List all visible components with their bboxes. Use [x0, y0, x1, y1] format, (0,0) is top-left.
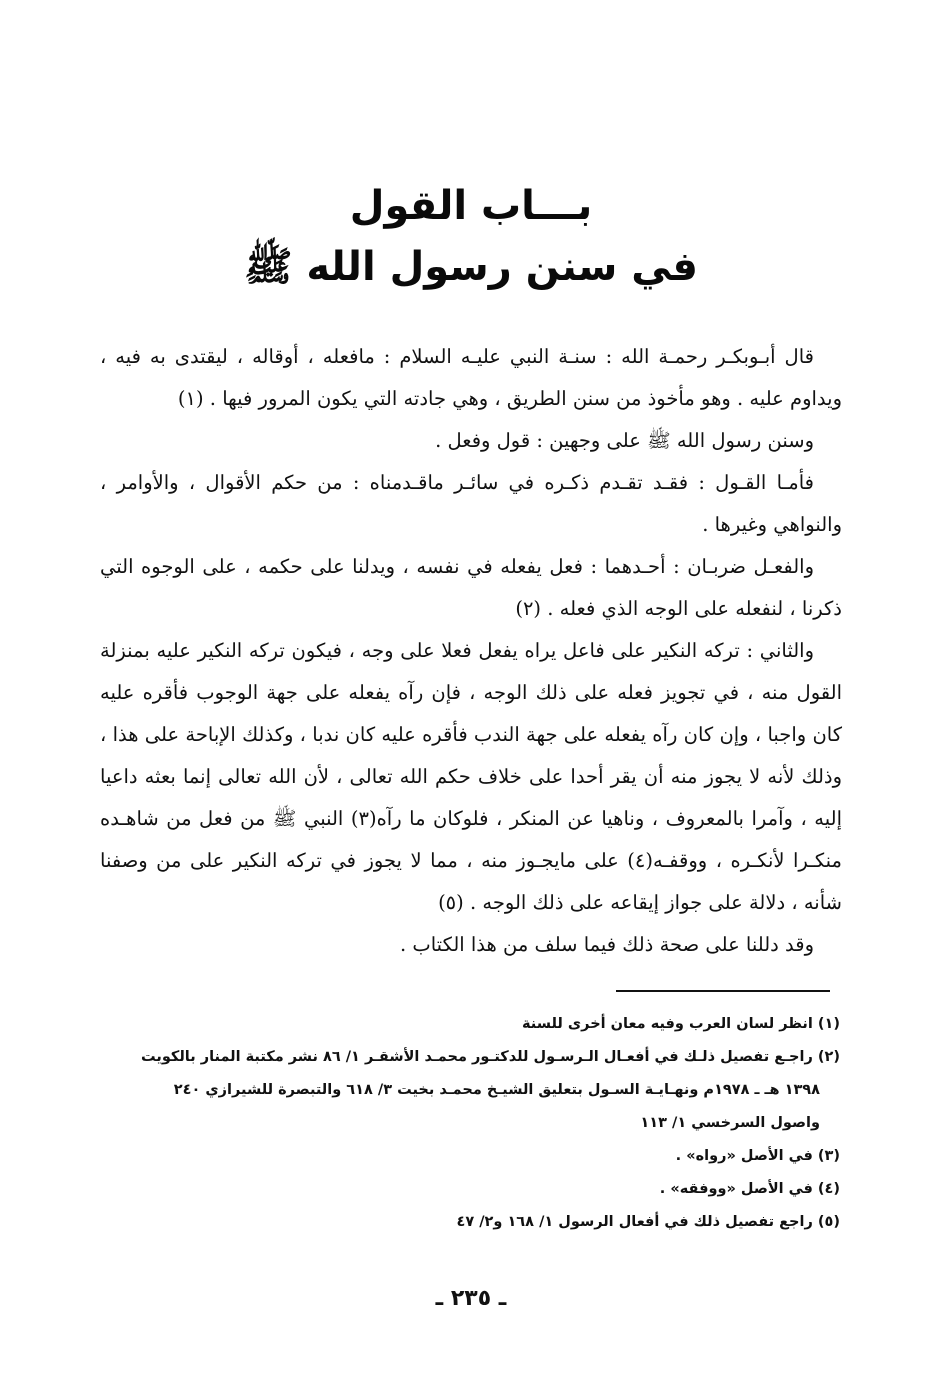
footnote-2-continued-2: واصول السرخسي ١/ ١١٣ [640, 1115, 820, 1131]
main-text [100, 336, 842, 966]
footnote-3: (٣) في الأصل «رواه» . [675, 1148, 840, 1164]
footnotes [100, 1008, 840, 1239]
footnote-4: (٤) في الأصل «ووفقه» . [659, 1181, 840, 1197]
chapter-title-line-1: بـــاب القول [349, 183, 593, 229]
paragraph-action-types: والفعـل ضربـان : أحـدهما : فعل يفعله في نفسه ، ويدلنا على حكمه ، على الوجوه التي ذكرنا ، لنفعله على الوجه الذي فعله . (٢) [100, 555, 842, 620]
footnote-2-continued: ١٣٩٨ هـ ـ ١٩٧٨م ونهـايـة السـول بتعليق الشيـخ محمـد بخيت ٣/ ٦١٨ والتبصرة للشيرازي ٢٤٠ [173, 1082, 820, 1098]
paragraph-second-type: والثاني : تركه النكير على فاعل يراه يفعل فعلا على وجه ، فيكون تركه النكير عليه بمنزلة القول منه ، في تجويز فعله على ذلك الوجه ، فإن رآه يفعله على جهة الوجوب فأقره عليه كان واجبا ، وإن كان رآه يفعله على جهة الندب فأقره عليه كان ندبا ، وكذلك الإباحة على هذا ، وذلك لأنه لا يجوز منه أن يقر أحدا على خلاف حكم الله تعالى ، لأن الله تعالى إنما بعثه داعيا إليه ، وآمرا بالمعروف ، وناهيا عن المنكر ، فلوكان ما رآه(٣) النبي ﷺ من فعل من شاهـده منكـرا لأنكـره ، ووقفـه(٤) على مايجـوز منه ، مما لا يجوز في تركه النكير على من وصفنا شأنه ، دلالة على جواز إيقاعه على ذلك الوجه . (٥) [100, 639, 842, 914]
footnote-1: (١) انظر لسان العرب وفيه معان أخرى للسنة [522, 1016, 840, 1032]
chapter-title-line-2: في سنن رسول الله ﷺ [244, 244, 698, 290]
paragraph-saying: فأمـا القـول : فقـد تقـدم ذكـره في سائـر ماقـدمناه : من حكم الأقوال ، والأوامر ، والنواهي وغيرها . [100, 471, 842, 536]
page-number: ـ ٢٣٥ ـ [435, 1286, 507, 1311]
footnote-separator [616, 990, 830, 992]
paragraph-sunnah-definition: قال أبـوبكـر رحمـة الله : سنـة النبي عليـه السلام : مافعله ، أوقاله ، ليقتدى به فيه ، ويداوم عليه . وهو مأخوذ من سنن الطريق ، وهي جادته التي يكون المرور فيها . (١) [100, 345, 842, 410]
footnote-2: (٢) راجـع تفصيل ذلـك في أفعـال الـرسـول للدكتـور محمـد الأشقـر ١/ ٨٦ نشر مكتبة المنار بالكويت [141, 1049, 840, 1065]
paragraph-two-aspects: وسنن رسول الله ﷺ على وجهين : قول وفعل . [435, 429, 814, 452]
paragraph-closing: وقد دللنا على صحة ذلك فيما سلف من هذا الكتاب . [399, 933, 814, 956]
footnote-5: (٥) راجع تفصيل ذلك في أفعال الرسول ١/ ١٦٨ و٢/ ٤٧ [456, 1214, 840, 1230]
